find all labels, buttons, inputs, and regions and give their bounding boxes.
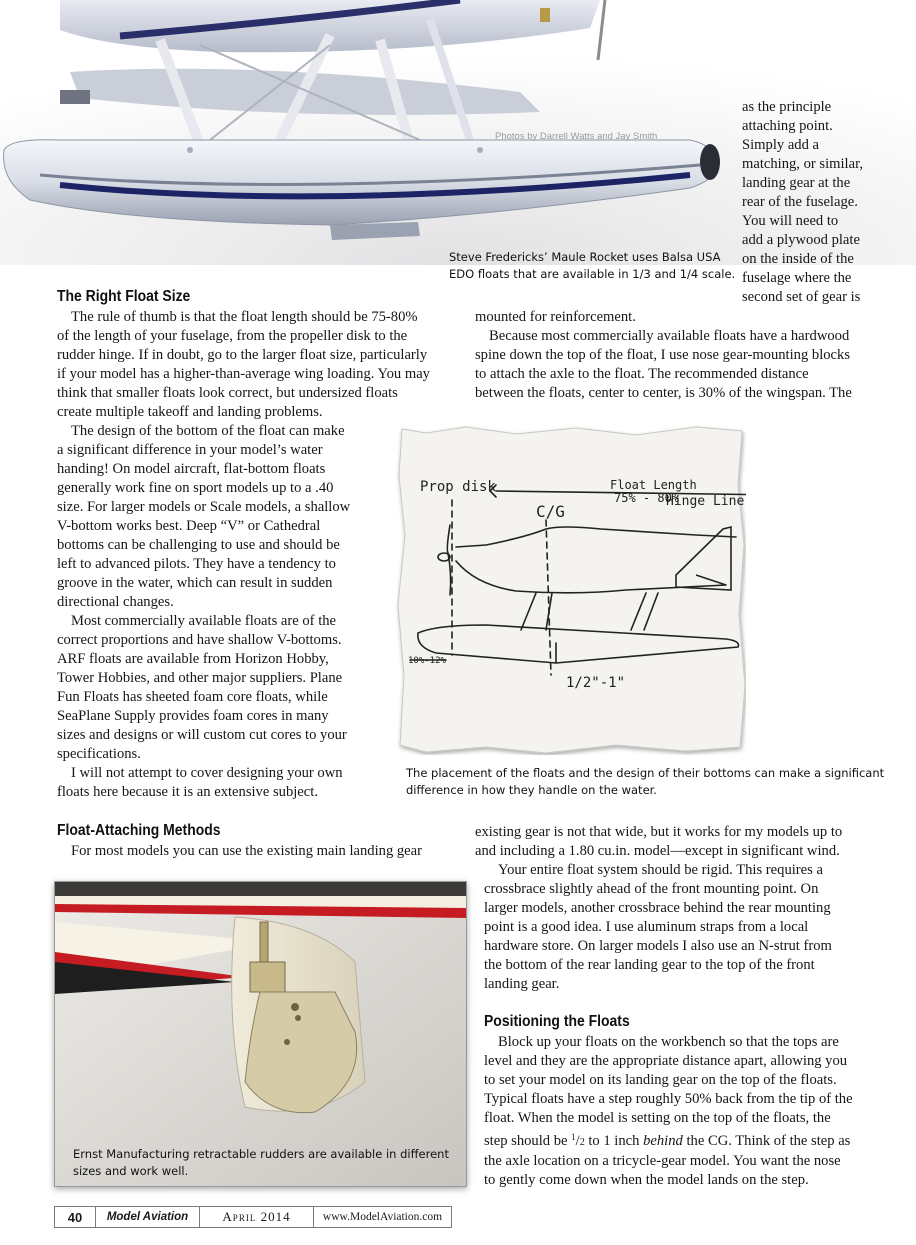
caption-line: Ernst Manufacturing retractable rudders are available in different	[73, 1147, 449, 1161]
text-line: SeaPlane Supply provides foam cores in many	[57, 708, 329, 724]
paragraph-commercial-floats	[57, 612, 377, 764]
fraction-denominator: 2	[579, 1137, 585, 1148]
retractable-rudder-photo	[54, 881, 467, 1187]
text-line: level and they are the appropriate distance apart, allowing you	[484, 1053, 848, 1069]
text-span: the CG. Think of the step as	[682, 1133, 851, 1149]
text-line: step should be $^1$/2 to 1 inch behind the CG. Think of the step as	[484, 1132, 851, 1149]
text-line: specifications.	[57, 746, 141, 762]
sketch-caption	[406, 765, 884, 799]
text-line: existing gear is not that wide, but it works for my models up to	[475, 824, 843, 840]
text-line: Block up your floats on the workbench so that the tops are	[498, 1034, 839, 1050]
text-line: create multiple takeoff and landing problems.	[57, 404, 323, 420]
text-line: and including a 1.80 cu.in. model—except in significant wind.	[475, 843, 840, 859]
sketch-label-float-length: Float Length	[610, 478, 697, 492]
text-line: second set of gear is	[742, 289, 861, 305]
text-line: The design of the bottom of the float can make	[71, 423, 345, 439]
text-line: Your entire float system should be rigid. This requires a	[498, 862, 823, 878]
text-line: generally work fine on sport models up to a .40	[57, 480, 334, 496]
text-line: larger models, another crossbrace behind the rear mounting	[484, 900, 831, 916]
text-line: bottoms can be challenging to use and should be	[57, 537, 340, 553]
text-line: Tower Hobbies, and other major suppliers. Plane	[57, 670, 343, 686]
top-photo-caption	[449, 249, 735, 283]
text-line: Fun Floats has sheeted foam core floats, while	[57, 689, 328, 705]
text-line: float. When the model is setting on the top of the floats, the	[484, 1110, 831, 1126]
paragraph-existing-gear	[475, 823, 895, 861]
sketch-label-cg: C/G	[536, 502, 565, 521]
text-line: crossbrace slightly ahead of the front mounting point. On	[484, 881, 819, 897]
text-line: the bottom of the rear landing gear to the top of the front	[484, 957, 815, 973]
paragraph-float-bottom	[57, 422, 377, 612]
text-line: of the length of your fuselage, from the propeller disk to the	[57, 328, 408, 344]
text-span: to 1 inch	[584, 1133, 644, 1149]
text-line: landing gear at the	[742, 175, 851, 191]
paragraph-positioning	[484, 1033, 894, 1190]
fraction-numerator: 1	[571, 1132, 576, 1142]
text-line: if your model has a higher-than-average wing loading. You may	[57, 366, 430, 382]
sketch-label-step-pct: 10%-12%	[408, 656, 446, 666]
text-line: attaching point.	[742, 118, 833, 134]
rudder-photo-caption	[73, 1146, 449, 1180]
text-line: rear of the fuselage.	[742, 194, 858, 210]
caption-line: Steve Fredericks’ Maule Rocket uses Balsa USA	[449, 250, 721, 264]
text-line: add a plywood plate	[742, 232, 860, 248]
text-line: point is a good idea. I use aluminum straps from a local	[484, 919, 809, 935]
text-line: hardware store. On larger models I also use an N-strut from	[484, 938, 832, 954]
emphasis: behind	[643, 1133, 683, 1149]
sketch-label-prop: Prop disk	[420, 479, 496, 495]
text-line: fuselage where the	[742, 270, 852, 286]
text-line: spine down the top of the float, I use nose gear-mounting blocks	[475, 347, 851, 363]
page-footer	[54, 1206, 452, 1228]
text-line: correct proportions and have shallow V-bottoms.	[57, 632, 342, 648]
page-number: 40	[54, 1206, 96, 1228]
text-line: to set your model on its landing gear on the top of the floats.	[484, 1072, 837, 1088]
text-line: groove in the water, which can result in sudden	[57, 575, 333, 591]
sketch-label-step-inch: 1/2"-1"	[566, 675, 626, 691]
text-line: The rule of thumb is that the float length should be 75-80%	[71, 309, 418, 325]
text-line: You will need to	[742, 213, 839, 229]
caption-line: The placement of the floats and the design of their bottoms can make a significant	[406, 766, 885, 780]
text-line: ARF floats are available from Horizon Hobby,	[57, 651, 329, 667]
issue-date: April 2014	[200, 1206, 314, 1228]
paragraph-designing-floats	[57, 764, 377, 802]
text-line: matching, or similar,	[742, 156, 864, 172]
text-line: to attach the axle to the float. The recommended distance	[475, 366, 809, 382]
paragraph-landing-gear	[57, 842, 457, 861]
text-line: left to advanced pilots. They have a tendency to	[57, 556, 336, 572]
text-line: Typical floats have a step roughly 50% back from the tip of the	[484, 1091, 853, 1107]
text-line: handing! On model aircraft, flat-bottom floats	[57, 461, 326, 477]
paragraph-float-spacing	[475, 327, 895, 403]
magazine-name: Model Aviation	[96, 1206, 200, 1228]
text-line: a significant difference in your model’s water	[57, 442, 323, 458]
float-placement-sketch	[396, 425, 746, 755]
text-line: rudder hinge. If in doubt, go to the larger float size, particularly	[57, 347, 428, 363]
heading-positioning-floats: Positioning the Floats	[484, 1013, 630, 1030]
text-line: on the inside of the	[742, 251, 854, 267]
text-line: size. For larger models or Scale models, a shallow	[57, 499, 351, 515]
caption-line: difference in how they handle on the water.	[406, 783, 657, 797]
text-line: Because most commercially available floats have a hardwood	[489, 328, 850, 344]
caption-line: EDO floats that are available in 1/3 and 1/4 scale.	[449, 267, 736, 281]
text-line: I will not attempt to cover designing your own	[71, 765, 343, 781]
text-line: Simply add a	[742, 137, 820, 153]
sketch-label-hinge: Hinge Line	[666, 494, 745, 509]
text-line: to gently come down when the model lands on the step.	[484, 1172, 809, 1188]
text-line: as the principle	[742, 99, 832, 115]
text-line: V-bottom works best. Deep “V” or Cathedral	[57, 518, 321, 534]
heading-right-float-size: The Right Float Size	[57, 288, 191, 305]
caption-line: sizes and work well.	[73, 1164, 189, 1178]
text-line: the axle location on a tricycle-gear model. You want the nose	[484, 1153, 841, 1169]
text-line: directional changes.	[57, 594, 174, 610]
text-span: step should be	[484, 1133, 572, 1149]
text-line: mounted for reinforcement.	[475, 309, 636, 325]
paragraph-mounted-reinforcement	[475, 308, 895, 327]
paragraph-float-length	[57, 308, 457, 422]
photo-credit: Photos by Darrell Watts and Jay Smith	[495, 131, 658, 142]
right-column-top-text	[742, 98, 912, 307]
text-line: think that smaller floats look correct, but undersized floats	[57, 385, 398, 401]
heading-float-attaching-methods: Float-Attaching Methods	[57, 822, 221, 839]
text-line: sizes and designs or will custom cut cores to your	[57, 727, 347, 743]
text-line: landing gear.	[484, 976, 560, 992]
text-line: between the floats, center to center, is 30% of the wingspan. The	[475, 385, 852, 401]
text-line: floats here because it is an extensive subject.	[57, 784, 318, 800]
text-line: For most models you can use the existing main landing gear	[71, 843, 422, 859]
text-line: Most commercially available floats are of the	[71, 613, 337, 629]
sketch-label-float-pct: 75% - 80%	[614, 491, 680, 505]
website-url: www.ModelAviation.com	[314, 1206, 452, 1228]
paragraph-rigid-system	[484, 861, 894, 994]
